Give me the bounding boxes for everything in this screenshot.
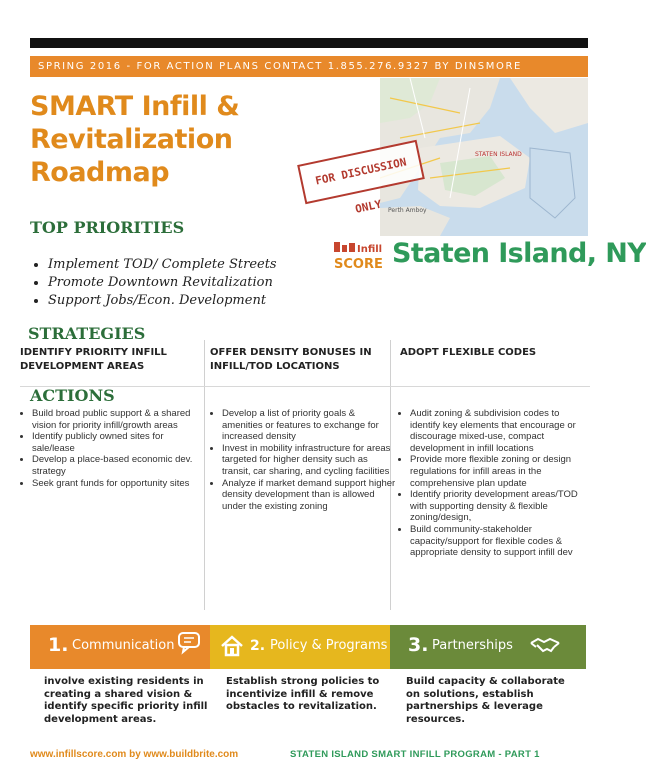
action-item: • Build broad public support & a shared vision for priority infill/growth areas [32, 408, 204, 431]
column-divider-1 [204, 340, 205, 610]
strategy-1: IDENTIFY PRIORITY INFILL DEVELOPMENT AREAS [20, 347, 167, 372]
pillar-label: Partnerships [432, 638, 513, 653]
pillar-description-communication: involve existing residents in creating a shared vision & identify specific priority infill development areas. [44, 676, 208, 725]
pillar-number: 1. [48, 634, 69, 656]
strategy-3: ADOPT FLEXIBLE CODES [400, 347, 537, 358]
actions-column-3 [398, 408, 590, 559]
priorities-list [30, 256, 277, 310]
action-item: • Audit zoning & subdivision codes to identify key elements that encourage or discourage mixed-use, compact development in infill locations [410, 408, 590, 454]
actions-heading: ACTIONS [30, 386, 115, 405]
action-item: • Develop a place-based economic dev. strategy [32, 454, 204, 477]
location-title: Staten Island, NY [392, 238, 646, 269]
action-item: • Build community-stakeholder capacity/support for flexible codes & appropriate density to support infill dev [410, 524, 590, 559]
pillar-policy [210, 625, 390, 669]
logo-graphic [332, 240, 386, 272]
strategies-heading: STRATEGIES [28, 324, 146, 343]
title-line-1: SMART Infill & Revitalization [30, 91, 240, 155]
logo-word-infill: Infill [357, 244, 383, 255]
infillscore-logo [332, 240, 386, 272]
priority-item: • Support Jobs/Econ. Development [48, 292, 277, 310]
footer-program: STATEN ISLAND SMART INFILL PROGRAM - PART 1 [290, 749, 540, 760]
action-item: • Identify publicly owned sites for sale/lease [32, 431, 204, 454]
discussion-stamp: FOR DISCUSSION ONLY [297, 140, 425, 204]
priorities-heading: TOP PRIORITIES [30, 218, 185, 237]
footer-website: www.infillscore.com by www.buildbrite.com [30, 749, 239, 760]
action-item: • Provide more flexible zoning or design regulations for infill areas in the comprehensive plan update [410, 454, 590, 489]
top-black-bar [30, 38, 588, 48]
banner-text: SPRING 2016 - FOR ACTION PLANS CONTACT 1.855.276.9327 BY DINSMORE [38, 61, 522, 72]
speech-bubble-icon [178, 632, 202, 654]
action-item: • Invest in mobility infrastructure for areas targeted for higher density such as transit, car sharing, and cycling facilities [222, 443, 396, 478]
priority-item: • Implement TOD/ Complete Streets [48, 256, 277, 274]
pillar-description-partnerships: Build capacity & collaborate on solutions, establish partnerships & leverage resources. [406, 676, 565, 725]
handshake-icon [530, 635, 560, 657]
action-item: • Develop a list of priority goals & amenities or features to exchange for increased density [222, 408, 396, 443]
action-item: • Identify priority development areas/TOD with supporting density & flexible zoning/design, [410, 489, 590, 524]
pillar-label: Policy & Programs [270, 638, 388, 653]
action-item: • Analyze if market demand support higher density development than is allowed under the existing zoning [222, 478, 396, 513]
pillar-number: 2. [250, 638, 266, 654]
house-icon [220, 634, 244, 658]
action-item: • Seek grant funds for opportunity sites [32, 478, 204, 490]
actions-column-2 [210, 408, 396, 512]
map-label-place: Perth Amboy [388, 207, 427, 214]
pillar-label: Communication [72, 638, 175, 653]
map-label-city: STATEN ISLAND [475, 151, 522, 158]
priority-item: • Promote Downtown Revitalization [48, 274, 277, 292]
pillar-number: 3. [408, 634, 429, 656]
header-banner [30, 56, 588, 77]
pillar-partnerships [390, 625, 586, 669]
actions-column-1 [20, 408, 204, 489]
title-line-2: Roadmap [30, 157, 170, 188]
logo-word-score: SCORE [334, 257, 383, 272]
strategy-2: OFFER DENSITY BONUSES IN INFILL/TOD LOCATIONS [210, 347, 372, 372]
pillar-description-policy: Establish strong policies to incentivize infill & remove obstacles to revitalization. [226, 676, 380, 712]
pillar-communication [30, 625, 210, 669]
